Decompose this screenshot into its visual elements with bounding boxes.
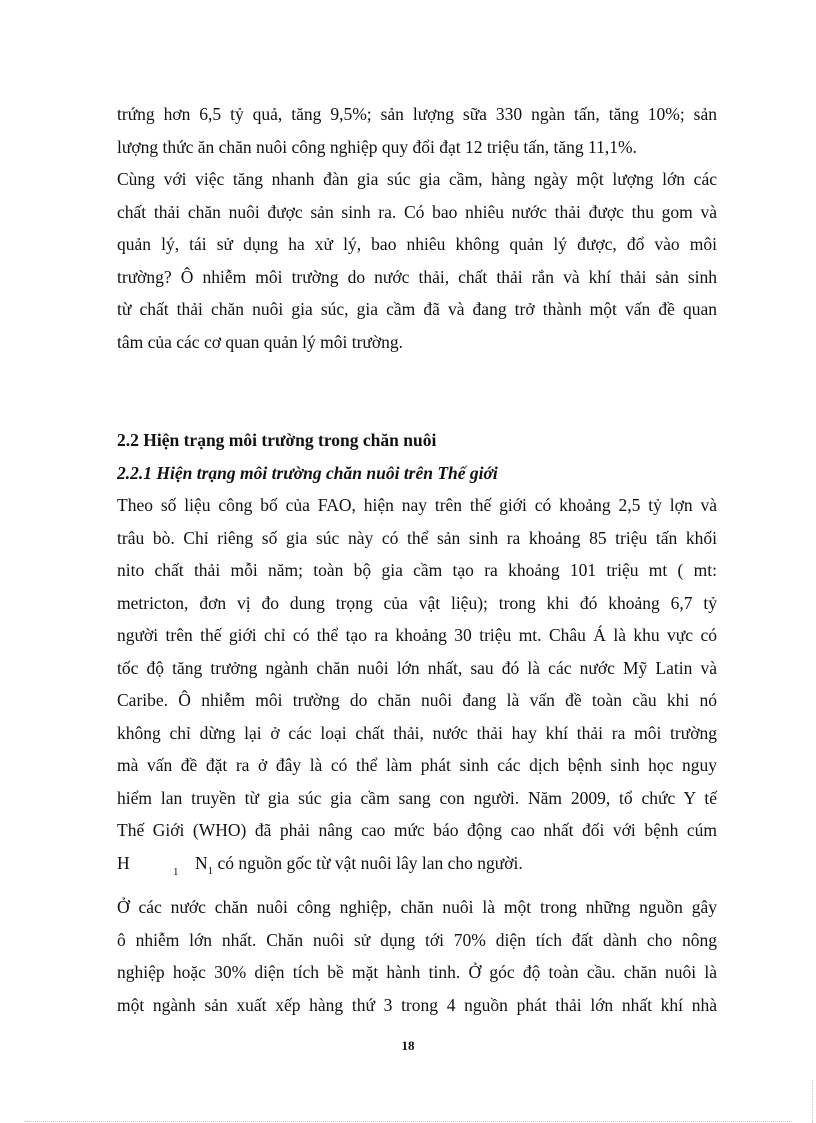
text-line: tốc độ tăng trưởng ngành chăn nuôi lớn nhất, sau đó là các nước Mỹ Latin và: [117, 657, 717, 678]
text-line: nito chất thải mỗi năm; toàn bộ gia cầm tạo ra khoảng 101 triệu mt ( mt:: [117, 560, 717, 580]
text-line: không chỉ dừng lại ở các loại chất thải, nước thải hay khí thải ra môi trường: [117, 722, 717, 743]
section-spacer: [117, 358, 717, 424]
text-line: người trên thế giới chỉ có thể tạo ra khoảng 30 triệu mt. Châu Á là khu vực có: [117, 625, 717, 645]
text-line: hiểm lan truyền từ gia súc gia cầm sang con người. Năm 2009, tổ chức Y tế: [117, 787, 717, 808]
paragraph-continuation: [117, 98, 717, 358]
text-line: Thế Giới (WHO) đã phải nâng cao mức báo động cao nhất đối với bệnh cúm: [117, 820, 717, 840]
paragraph-spacer: [117, 879, 717, 891]
formula-h: H: [117, 852, 130, 873]
text-line: nghiệp hoặc 30% diện tích bề mặt hành tinh. Ở góc độ toàn cầu. chăn nuôi là: [117, 962, 717, 982]
text-line: lượng thức ăn chăn nuôi công nghiệp quy đổi đạt 12 triệu tấn, tăng 11,1%.: [117, 136, 637, 157]
text-line: Ở các nước chăn nuôi công nghiệp, chăn nuôi là một trong những nguồn gây: [117, 897, 717, 917]
text-line: ô nhiễm lớn nhất. Chăn nuôi sử dụng tới 70% diện tích đất dành cho nông: [117, 929, 717, 950]
text-line: metricton, đơn vị đo dung trọng của vật liệu); trong khi đó khoảng 6,7 tỷ: [117, 592, 717, 613]
page-number: 18: [401, 1038, 415, 1053]
text-line: tâm của các cơ quan quản lý môi trường.: [117, 331, 404, 352]
text-line: mà vấn đề đặt ra ở đây là có thể làm phát sinh các dịch bệnh sinh học nguy: [117, 755, 717, 775]
section-heading: 2.2 Hiện trạng môi trường trong chăn nuôi: [117, 430, 437, 450]
page-content: [117, 98, 717, 1021]
page-bottom-divider: [24, 1121, 792, 1122]
text-line: Caribe. Ô nhiễm môi trường do chăn nuôi đang là vấn đề toàn cầu khi nó: [117, 690, 717, 710]
text-line: từ chất thải chăn nuôi gia súc, gia cầm đã và đang trở thành một vấn đề quan: [117, 299, 717, 319]
text-line: quản lý, tái sử dụng ha xử lý, bao nhiêu không quản lý được, đổ vào môi: [117, 234, 717, 254]
formula-h-subscript: 1: [173, 865, 179, 878]
formula-n-subscript: 1: [207, 864, 214, 877]
text-line: chất thải chăn nuôi được sản sinh ra. Có bao nhiêu nước thải được thu gom và: [117, 201, 717, 222]
text-line: Theo số liệu công bố của FAO, hiện nay trên thế giới có khoảng 2,5 tỷ lợn và: [117, 495, 717, 515]
text-line: trâu bò. Chỉ riêng số gia súc này có thể sản sinh ra khoảng 85 triệu tấn khối: [117, 527, 717, 548]
paragraph-fao: [117, 489, 717, 879]
text-line: trứng hơn 6,5 tỷ quả, tăng 9,5%; sản lượng sữa 330 ngàn tấn, tăng 10%; sản: [117, 104, 717, 124]
formula-n: N: [195, 852, 208, 873]
paragraph-industrial: [117, 891, 717, 1021]
text-line: trường? Ô nhiễm môi trường do nước thải, chất thải rắn và khí thải sản sinh: [117, 266, 717, 287]
subsection-heading: 2.2.1 Hiện trạng môi trường chăn nuôi trên Thế giới: [117, 462, 498, 483]
page-right-divider: [812, 1080, 813, 1123]
text-line: Cùng với việc tăng nhanh đàn gia súc gia cầm, hàng ngày một lượng lớn các: [117, 169, 717, 189]
formula-rest: có nguồn gốc từ vật nuôi lây lan cho người.: [213, 852, 523, 873]
virus-formula-line: [117, 847, 717, 880]
text-line: một ngành sản xuất xếp hàng thứ 3 trong 4 nguồn phát thải lớn nhất khí nhà: [117, 994, 717, 1015]
